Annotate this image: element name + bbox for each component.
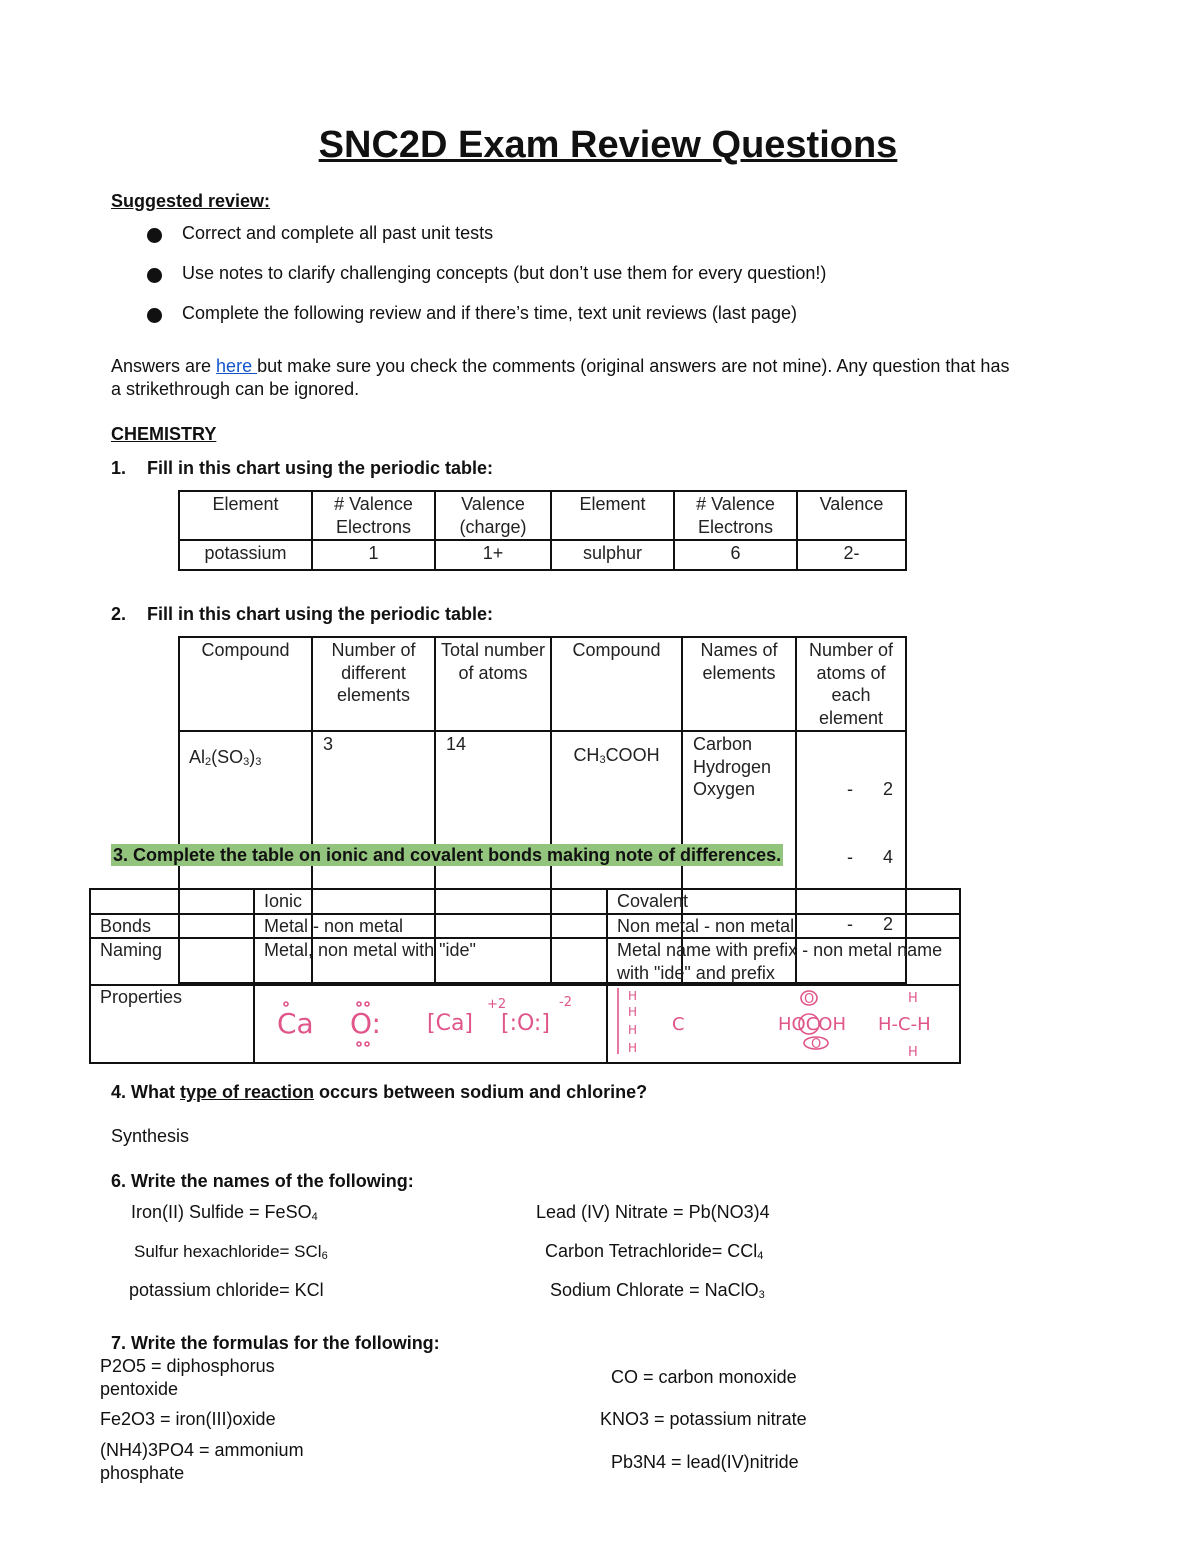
formula-subscript: 4	[311, 1211, 318, 1223]
table-cell: sulphur	[551, 540, 674, 570]
row-label: Properties	[90, 985, 254, 1063]
formula-answer: Pb3N4 = lead(IV)nitride	[611, 1452, 799, 1472]
formula-answer	[100, 1439, 304, 1485]
atom-count: - 2	[846, 779, 893, 799]
table-header: Element	[179, 491, 312, 540]
page-title: SNC2D Exam Review Questions	[318, 124, 898, 166]
formula-part: Al	[189, 747, 206, 767]
row-label: Naming	[90, 938, 254, 985]
handwritten-ionic-sketch	[255, 986, 605, 1056]
question-4-label	[111, 1081, 647, 1104]
sketch-text: O:	[350, 1007, 381, 1040]
table-header: Compound	[179, 637, 312, 731]
table-header: Names of elements	[682, 637, 796, 731]
answers-line	[111, 355, 1009, 378]
element-name: Hydrogen	[693, 756, 772, 777]
answers-prefix: Answers are	[111, 356, 217, 376]
bullet-icon	[147, 268, 162, 283]
sketch-text: C	[672, 1014, 685, 1035]
electron-dot	[365, 1042, 369, 1046]
bullet-icon	[147, 308, 162, 323]
answers-suffix: but make sure you check the comments (original answers are not mine). Any question that has	[257, 356, 1010, 376]
row-label: Bonds	[90, 914, 254, 939]
formula-answer	[100, 1355, 275, 1401]
table-cell: 14	[435, 731, 551, 983]
formula-part: )	[249, 747, 256, 767]
formula-subscript: 3	[758, 1289, 765, 1301]
table-cell: 1	[312, 540, 435, 570]
formula-part: CH	[573, 745, 600, 765]
formula-subscript: 4	[757, 1250, 764, 1262]
section-heading-chemistry: CHEMISTRY	[111, 424, 217, 444]
name-answer	[545, 1240, 763, 1268]
electron-dot	[357, 1002, 361, 1006]
table-cell: 2-	[797, 540, 906, 570]
table-cell: 1+	[435, 540, 551, 570]
table-cell: potassium	[179, 540, 312, 570]
bullet-icon	[147, 228, 162, 243]
formula-answer: CO = carbon monoxide	[611, 1367, 797, 1387]
table-cell: Metal, non metal with "ide"	[254, 938, 607, 985]
table-header: Ionic	[254, 889, 607, 914]
question-number: 2.	[111, 604, 127, 624]
name-answer	[134, 1240, 328, 1268]
name-answer	[131, 1201, 318, 1229]
formula-subscript: 6	[321, 1250, 328, 1262]
sketch-text: H	[908, 1045, 918, 1056]
sketch-text: H	[628, 1041, 638, 1055]
atom-count: - 2	[846, 914, 893, 934]
question-2-label: Fill in this chart using the periodic table:	[147, 604, 494, 624]
sketch-text: -2	[559, 995, 572, 1010]
table-cell: 6	[674, 540, 797, 570]
formula-part: (SO	[211, 747, 244, 767]
question-number: 1.	[111, 458, 127, 478]
sketch-text: [:O:]	[501, 1011, 550, 1036]
formula-subscript: 3	[599, 754, 606, 766]
formula-subscript: 3	[243, 756, 250, 768]
electron-dot	[357, 1042, 361, 1046]
table-header: Number of different elements	[312, 637, 435, 731]
answers-link[interactable]: here	[216, 356, 258, 376]
suggested-item: Correct and complete all past unit tests	[182, 223, 494, 243]
element-name: Oxygen	[693, 779, 756, 799]
sketch-text: H	[628, 1005, 638, 1019]
formula-subscript: 2	[205, 756, 212, 768]
formula-subscript: 3	[255, 756, 262, 768]
answer-text: Sodium Chlorate = NaClO	[550, 1280, 759, 1300]
question-7-label: 7. Write the formulas for the following:	[111, 1333, 440, 1353]
sketch-text: O	[811, 1037, 822, 1052]
properties-covalent-cell	[607, 985, 960, 1063]
question-text: occurs between sodium and chlorine?	[314, 1082, 648, 1102]
sketch-text: +2	[487, 997, 507, 1012]
sketch-text: H	[628, 989, 638, 1003]
sketch-text: H	[628, 1023, 638, 1037]
sketch-text: [Ca]	[427, 1011, 474, 1036]
sketch-text: H	[908, 991, 918, 1006]
valence-table	[178, 490, 907, 571]
sketch-text: H-C-H	[878, 1014, 931, 1035]
sketch-text: Ca	[277, 1007, 314, 1040]
answer-line: pentoxide	[100, 1379, 179, 1399]
electron-dot	[284, 1002, 288, 1006]
answer-text: Lead (IV) Nitrate = Pb(NO3)4	[536, 1202, 770, 1222]
table-header: Valence (charge)	[435, 491, 551, 540]
answer-text: potassium chloride= KCl	[129, 1280, 324, 1300]
question-3-label	[111, 844, 783, 867]
question-1-label: Fill in this chart using the periodic table:	[147, 458, 494, 478]
table-header: # Valence Electrons	[312, 491, 435, 540]
table-header: Number of atoms of each element	[796, 637, 906, 731]
suggested-review-heading: Suggested review:	[111, 191, 271, 211]
answer-text: Carbon Tetrachloride= CCl	[545, 1241, 758, 1261]
table-header: Total number of atoms	[435, 637, 551, 731]
table-header: Covalent	[607, 889, 960, 914]
table-header: Element	[551, 491, 674, 540]
answer-line: phosphate	[100, 1463, 185, 1483]
formula-answer	[100, 1408, 276, 1431]
table-cell: 3	[312, 731, 435, 983]
formula-part: COOH	[605, 745, 660, 765]
table-header: # Valence Electrons	[674, 491, 797, 540]
bonds-table	[89, 888, 961, 1064]
answer-line: Fe2O3 = iron(III)oxide	[100, 1409, 276, 1429]
question-text: 4. What	[111, 1082, 181, 1102]
properties-ionic-cell	[254, 985, 607, 1063]
electron-dot	[365, 1002, 369, 1006]
highlighted-text: 3. Complete the table on ionic and covalent bonds making note of differences.	[113, 845, 782, 865]
table-cell: Metal - non metal	[254, 914, 607, 939]
suggested-item: Use notes to clarify challenging concepts (but don’t use them for every question!)	[182, 263, 827, 283]
answer-text: Iron(II) Sulfide = FeSO	[131, 1202, 312, 1222]
answer-text: Sulfur hexachloride= SCl	[134, 1242, 322, 1261]
question-4-answer: Synthesis	[111, 1126, 190, 1146]
name-answer	[129, 1279, 324, 1307]
handwritten-covalent-sketch	[608, 986, 958, 1056]
atom-count: - 4	[846, 846, 893, 867]
suggested-item: Complete the following review and if there’s time, text unit reviews (last page)	[182, 303, 797, 323]
table-cell: Non metal - non metal	[607, 914, 960, 939]
table-cell: Metal name with prefix - non metal name with "ide" and prefix	[607, 938, 960, 985]
table-header: Compound	[551, 637, 682, 731]
table-header	[90, 889, 254, 914]
sketch-text: O	[804, 992, 815, 1007]
name-answer	[536, 1201, 770, 1229]
table-header: Valence	[797, 491, 906, 540]
answer-line: P2O5 = diphosphorus	[100, 1356, 275, 1376]
answers-line-2: a strikethrough can be ignored.	[111, 379, 360, 399]
formula-answer: KNO3 = potassium nitrate	[600, 1409, 807, 1429]
sketch-text: HOCOH	[778, 1014, 846, 1035]
name-answer	[550, 1279, 765, 1307]
element-name: Carbon	[693, 734, 753, 754]
answer-line: (NH4)3PO4 = ammonium	[100, 1440, 304, 1460]
underlined-text: type of reaction	[180, 1082, 315, 1102]
question-6-label: 6. Write the names of the following:	[111, 1171, 414, 1191]
